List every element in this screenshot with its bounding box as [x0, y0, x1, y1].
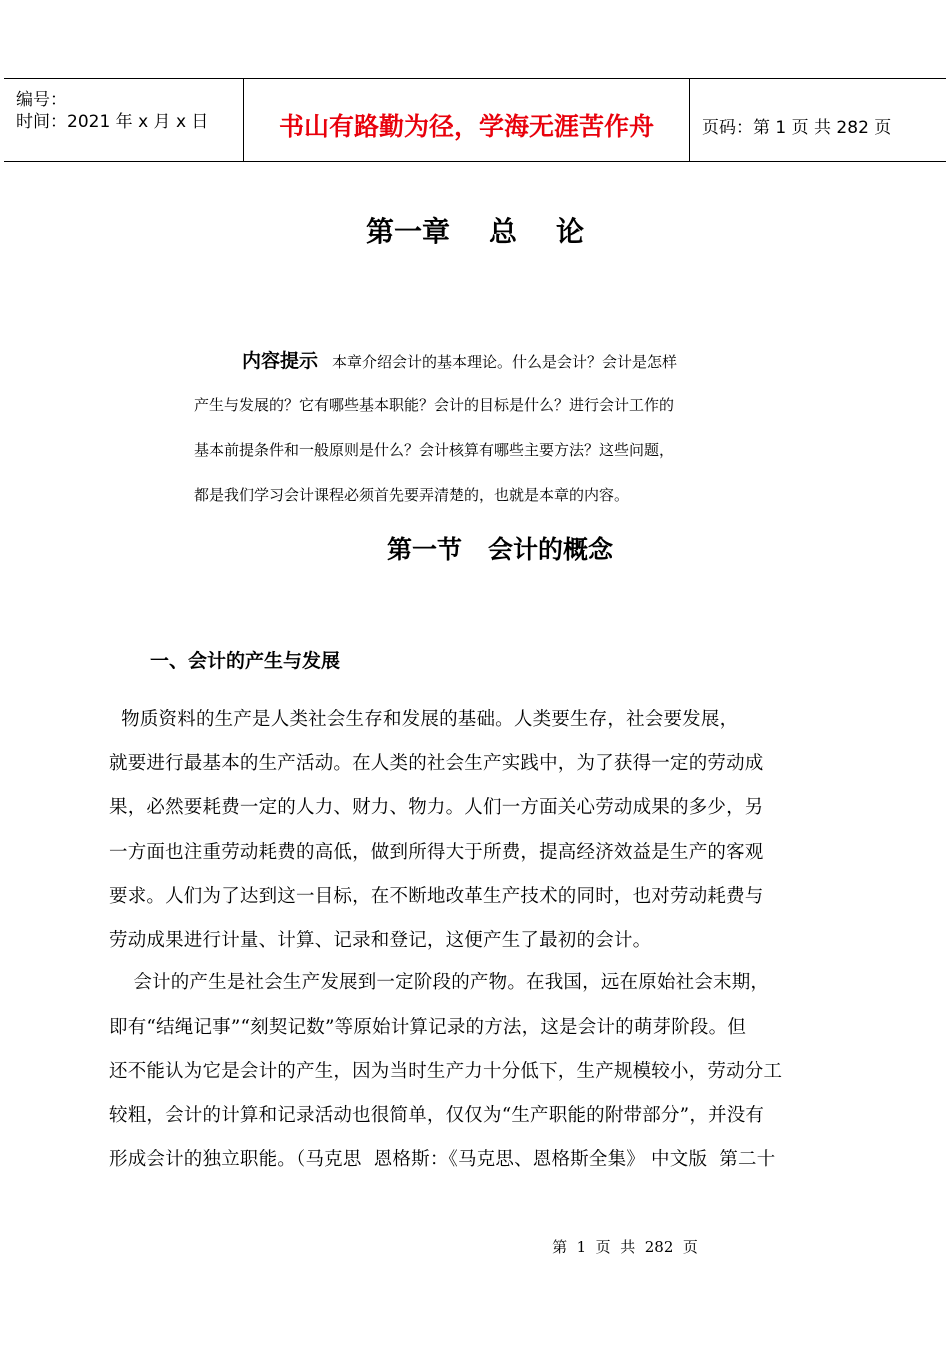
header-page-cell: [690, 79, 946, 162]
body-line: 还不能认为它是会计的产生，因为当时生产力十分低下，生产规模较小，劳动分工: [109, 1061, 783, 1082]
body-line: 果，必然要耗费一定的人力、财力、物力。人们一方面关心劳动成果的多少，另: [109, 797, 764, 818]
subheading: 一、会计的产生与发展: [150, 650, 341, 672]
body-line: 物质资料的生产是人类社会生存和发展的基础。人类要生存，社会要发展，: [109, 709, 739, 730]
body-line: 即有“结绳记事”“刻契记数”等原始计算记录的方法，这是会计的萌芽阶段。但: [109, 1017, 747, 1038]
hint-line: 基本前提条件和一般原则是什么？会计核算有哪些主要方法？这些问题，: [194, 441, 675, 459]
header-motto-cell: [244, 79, 690, 162]
header-meta-cell: [4, 79, 244, 162]
page-footer: 第 1 页 共 282 页: [552, 1238, 698, 1256]
body-line: 会计的产生是社会生产发展到一定阶段的产物。在我国，远在原始社会末期，: [109, 972, 770, 993]
motto: 书山有路勤为径，学海无涯苦作舟: [278, 112, 654, 141]
hint-line: 产生与发展的？它有哪些基本职能？会计的目标是什么？进行会计工作的: [194, 396, 675, 414]
hint-line: 都是我们学习会计课程必须首先要弄清楚的，也就是本章的内容。: [194, 486, 630, 504]
chapter-title: 第一章 总 论: [366, 215, 584, 248]
body-line: 形成会计的独立职能。（马克思 恩格斯：《马克思、恩格斯全集》 中文版 第二十: [109, 1149, 776, 1170]
body-line: 较粗，会计的计算和记录活动也很简单，仅仅为“生产职能的附带部分”，并没有: [109, 1105, 765, 1126]
header-table: [4, 78, 946, 162]
time-label: 时间：2021 年 x 月 x 日: [16, 112, 209, 132]
body-line: 劳动成果进行计量、计算、记录和登记，这便产生了最初的会计。: [109, 930, 652, 951]
hint-text: 本章介绍会计的基本理论。什么是会计？会计是怎样: [332, 353, 678, 371]
body-line: 就要进行最基本的生产活动。在人类的社会生产实践中，为了获得一定的劳动成: [109, 753, 764, 774]
section-title: 第一节 会计的概念: [386, 535, 614, 564]
hint-line: [242, 346, 677, 373]
body-line: 要求。人们为了达到这一目标，在不断地改革生产技术的同时，也对劳动耗费与: [109, 886, 764, 907]
body-line: 一方面也注重劳动耗费的高低，做到所得大于所费，提高经济效益是生产的客观: [109, 842, 764, 863]
page-code: 页码：第 1 页 共 282 页: [702, 118, 892, 138]
serial-label: 编号：: [16, 90, 67, 110]
hint-label: 内容提示: [242, 350, 319, 372]
